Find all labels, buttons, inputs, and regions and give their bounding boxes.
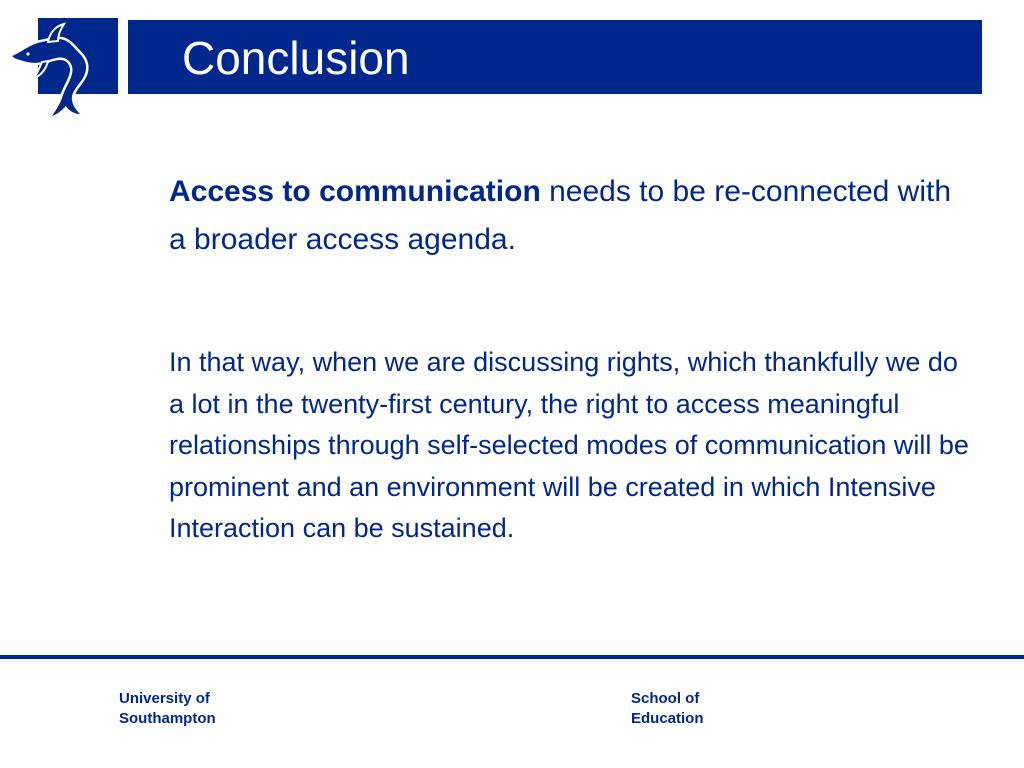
paragraph-access-emphasis: Access to communication [169, 175, 541, 208]
footer-school-line2: Education [631, 710, 704, 727]
slide-title: Conclusion [182, 32, 410, 84]
paragraph-access-rest: needs to be re-connected with a broader access agenda. [169, 175, 952, 256]
title-bar [128, 20, 982, 94]
footer-school [631, 689, 704, 729]
paragraph-access [169, 168, 969, 264]
footer-divider [0, 655, 1024, 659]
dolphin-icon [8, 18, 120, 128]
university-logo [8, 18, 120, 128]
footer-school-line1: School of [631, 690, 700, 707]
footer-university-line2: Southampton [119, 710, 216, 727]
footer-university-line1: University of [119, 690, 210, 707]
slide-content [169, 168, 969, 550]
paragraph-rights: In that way, when we are discussing rights, which thankfully we do a lot in the twenty-first century, the right to access meaningful relationships through self-selected modes of communication will be prominent and an environment will be created in which Intensive Interaction can be sustained. [169, 347, 969, 543]
footer-university [119, 689, 216, 729]
